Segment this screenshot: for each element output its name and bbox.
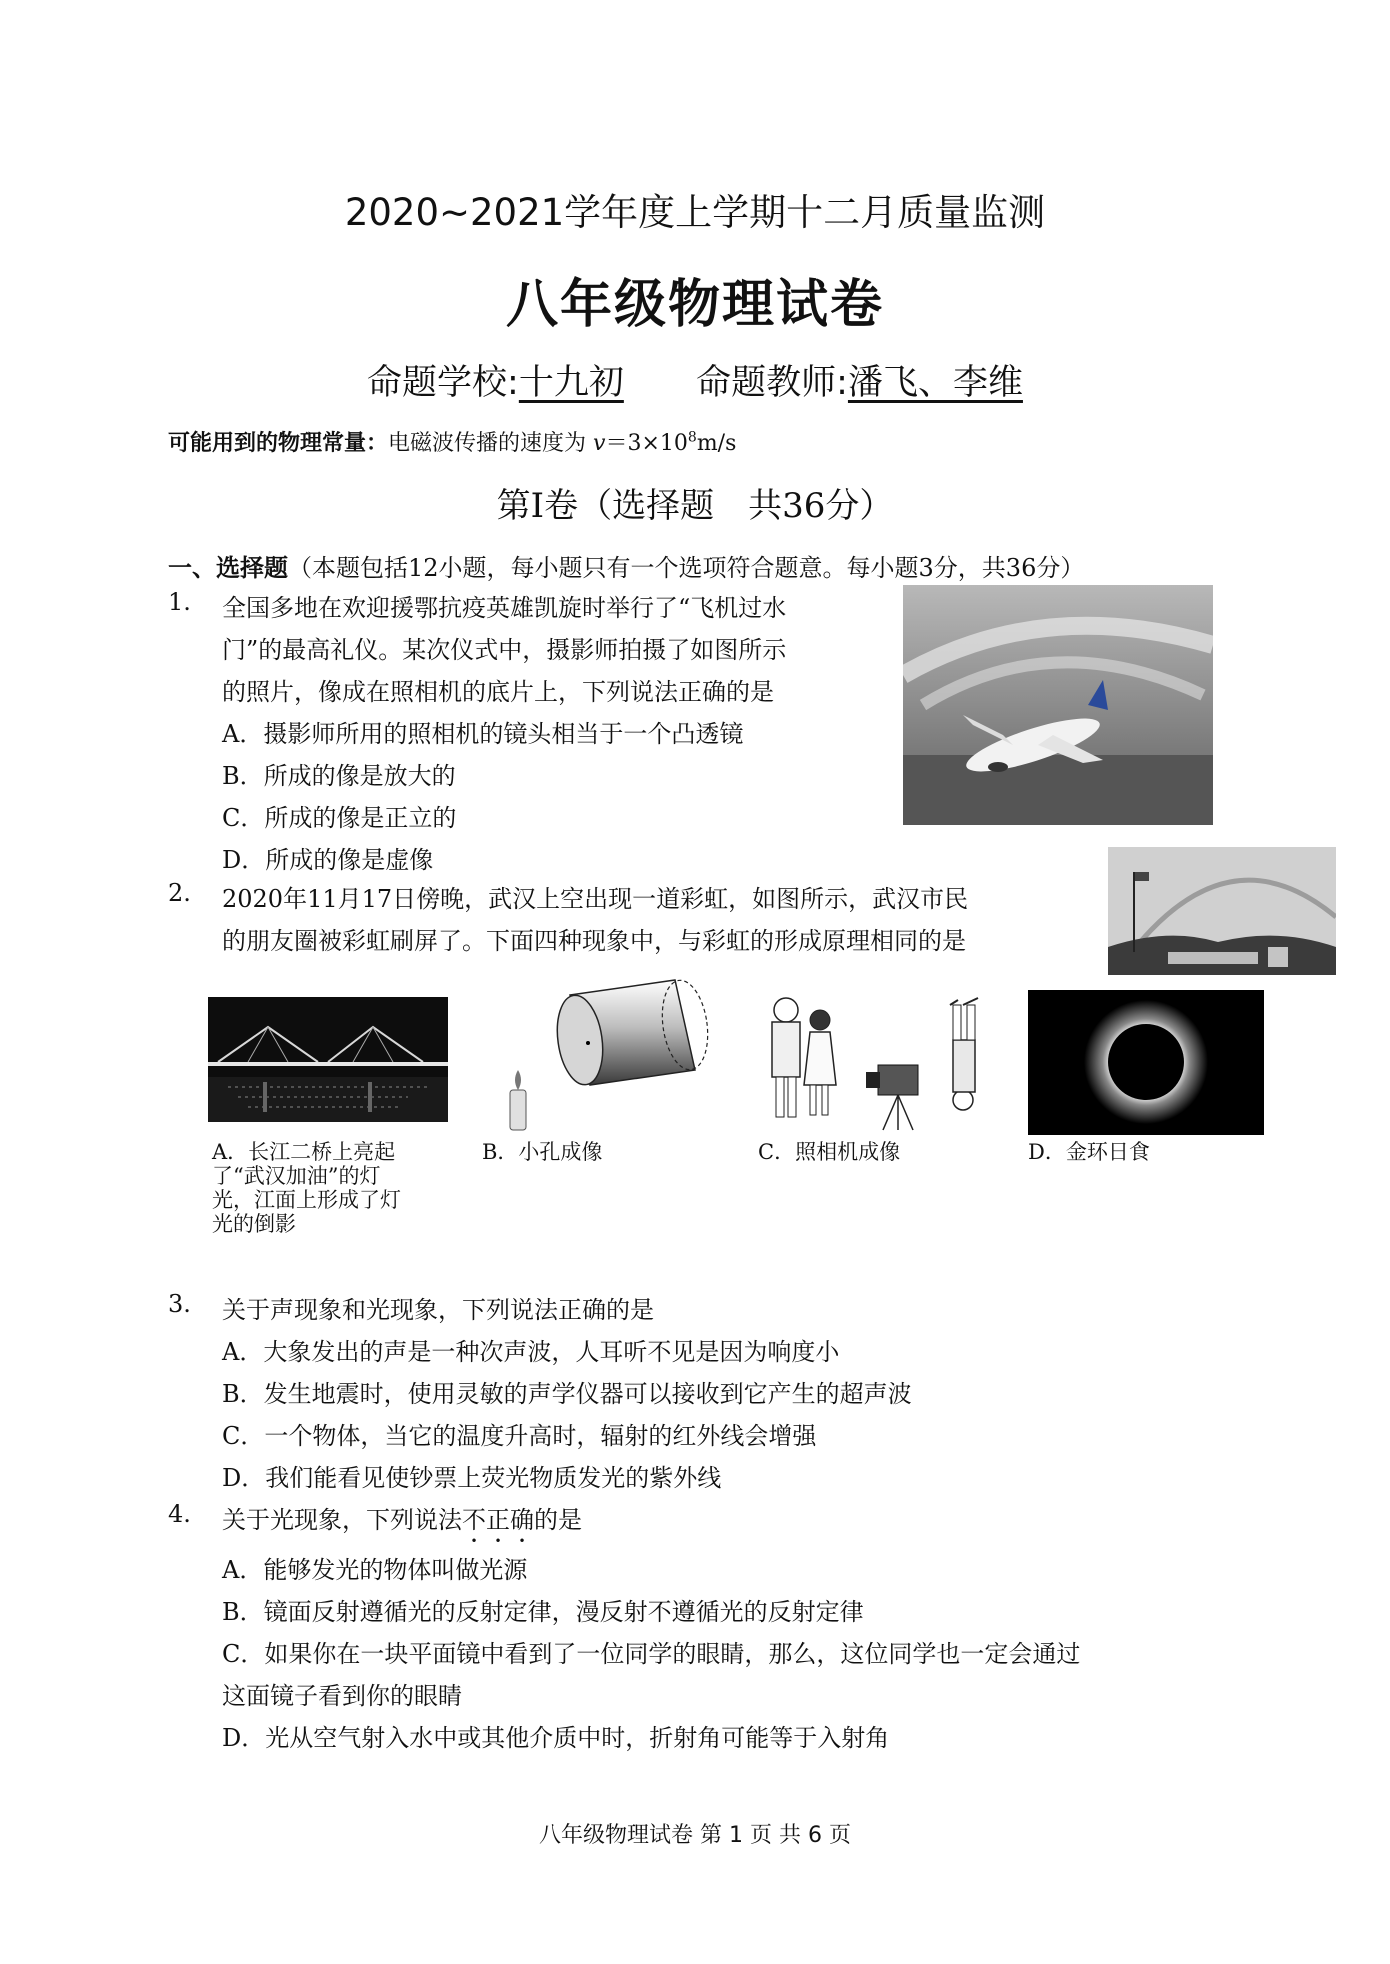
- rainbow-photo: [1108, 847, 1336, 975]
- school-label: 命题学校:: [367, 363, 519, 403]
- caption-line: 光，江面上形成了灯: [212, 1188, 401, 1212]
- q3-option-c: C．一个物体，当它的温度升高时，辐射的红外线会增强: [222, 1422, 817, 1450]
- q2-caption-d: D．金环日食: [1028, 1140, 1150, 1164]
- constants-text: 电磁波传播的速度为: [388, 431, 594, 456]
- part-title: 第Ⅰ卷（选择题 共36分）: [496, 486, 894, 526]
- q4-stem: [222, 1500, 582, 1548]
- q4-option-a: A．能够发光的物体叫做光源: [222, 1556, 528, 1584]
- q4-option-d: D．光从空气射入水中或其他介质中时，折射角可能等于入射角: [222, 1724, 890, 1752]
- q1-option-d: D．所成的像是虚像: [222, 846, 434, 874]
- q4-option-c-continued: 这面镜子看到你的眼睛: [222, 1682, 462, 1710]
- page-footer: 八年级物理试卷 第 1 页 共 6 页: [539, 1823, 851, 1848]
- bridge-reflection-photo: [208, 997, 448, 1122]
- q3-option-b: B．发生地震时，使用灵敏的声学仪器可以接收到它产生的超声波: [222, 1380, 912, 1408]
- constants-var: v: [593, 431, 606, 456]
- q4-stem-text: 关于光现象，下列说法: [222, 1506, 462, 1534]
- q2-caption-b: B．小孔成像: [482, 1140, 603, 1164]
- constants-exponent: 8: [687, 429, 697, 446]
- teacher-label: 命题教师:: [696, 363, 848, 403]
- q4-stem-emphasis: 不正确: [462, 1506, 534, 1534]
- q1-option-b: B．所成的像是放大的: [222, 762, 456, 790]
- section-heading: [168, 548, 1084, 583]
- constants-label: 可能用到的物理常量：: [168, 431, 389, 456]
- exam-subtitle: 2020~2021学年度上学期十二月质量监测: [344, 191, 1046, 234]
- q4-option-c: C．如果你在一块平面镜中看到了一位同学的眼睛，那么，这位同学也一定会通过: [222, 1640, 1081, 1668]
- solar-eclipse-photo: [1028, 990, 1264, 1135]
- q4-number: 4.: [168, 1500, 191, 1528]
- teacher-names: 潘飞、李维: [847, 363, 1023, 403]
- section-label: 一、选择题: [168, 554, 288, 582]
- section-note: （本题包括12小题，每小题只有一个选项符合题意。每小题3分，共36分）: [288, 554, 1085, 582]
- q4-stem-text: 的是: [534, 1506, 582, 1534]
- q3-option-a: A．大象发出的声是一种次声波，人耳听不见是因为响度小: [222, 1338, 840, 1366]
- q2-stem-line: 的朋友圈被彩虹刷屏了。下面四种现象中，与彩虹的形成原理相同的是: [222, 927, 966, 955]
- q3-option-d: D．我们能看见使钞票上荧光物质发光的紫外线: [222, 1464, 722, 1492]
- constants-unit: m/s: [696, 431, 737, 456]
- pinhole-camera-drawing: [500, 975, 710, 1135]
- school-name: 十九初: [518, 363, 624, 403]
- q2-caption-c: C．照相机成像: [758, 1140, 901, 1164]
- q2-number: 2.: [168, 879, 191, 907]
- constants-value: ＝3×10: [605, 431, 688, 456]
- q2-stem-line: 2020年11月17日傍晚，武汉上空出现一道彩虹，如图所示，武汉市民: [222, 885, 969, 913]
- q1-stem-line: 门”的最高礼仪。某次仪式中，摄影师拍摄了如图所示: [222, 636, 787, 664]
- caption-line: 了“武汉加油”的灯: [212, 1164, 381, 1188]
- q1-number: 1.: [168, 588, 191, 616]
- q1-stem-line: 全国多地在欢迎援鄂抗疫英雄凯旋时举行了“飞机过水: [222, 594, 787, 622]
- camera-imaging-drawing: [758, 990, 1008, 1135]
- q1-option-a: A．摄影师所用的照相机的镜头相当于一个凸透镜: [222, 720, 744, 748]
- exam-authors: [0, 355, 1390, 405]
- q2-caption-a: [212, 1140, 401, 1236]
- q1-stem-line: 的照片，像成在照相机的底片上，下列说法正确的是: [222, 678, 774, 706]
- caption-line: 光的倒影: [212, 1212, 296, 1236]
- q4-option-b: B．镜面反射遵循光的反射定律，漫反射不遵循光的反射定律: [222, 1598, 864, 1626]
- q3-number: 3.: [168, 1290, 191, 1318]
- q1-option-c: C．所成的像是正立的: [222, 804, 457, 832]
- exam-title: 八年级物理试卷: [505, 275, 884, 335]
- caption-line: A．长江二桥上亮起: [212, 1140, 396, 1164]
- physical-constants: [168, 426, 736, 457]
- airplane-water-salute-photo: [903, 585, 1213, 825]
- q3-stem: 关于声现象和光现象，下列说法正确的是: [222, 1296, 654, 1324]
